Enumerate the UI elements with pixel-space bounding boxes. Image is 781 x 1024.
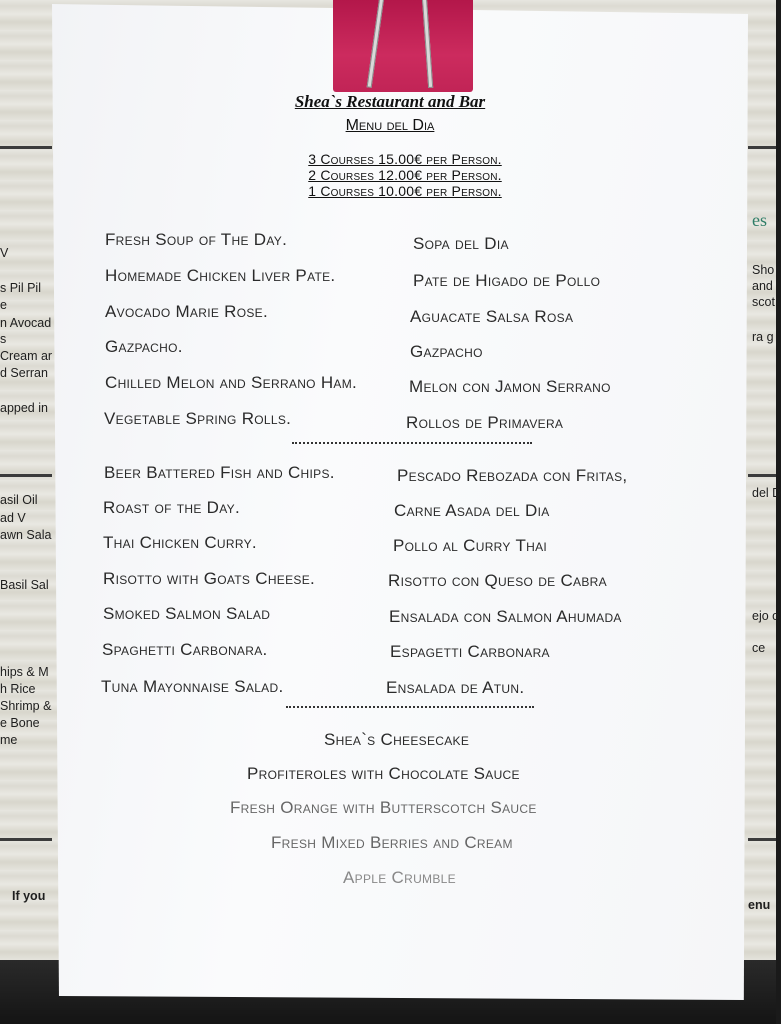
board-text: If you	[12, 889, 46, 903]
menu-heading: Menu del Dia	[345, 117, 435, 134]
main-en: Smoked Salmon Salad	[103, 604, 271, 623]
main-en: Risotto with Goats Cheese.	[103, 569, 316, 588]
dessert-item: Profiteroles with Chocolate Sauce	[247, 764, 520, 783]
starter-es: Sopa del Dia	[413, 234, 509, 253]
starter-en: Chilled Melon and Serrano Ham.	[105, 373, 358, 392]
starter-es: Melon con Jamon Serrano	[409, 377, 611, 396]
starter-es: Pate de Higado de Pollo	[413, 271, 601, 290]
main-es: Espagetti Carbonara	[390, 642, 550, 661]
divider	[748, 474, 776, 477]
divider	[0, 146, 52, 149]
board-text: Sho	[752, 263, 775, 277]
board-heading: es	[752, 210, 767, 230]
board-text: e Bone	[0, 716, 40, 730]
board-text: del D	[752, 486, 781, 500]
board-text: apped in	[0, 401, 48, 415]
section-divider	[286, 706, 534, 708]
board-text: Basil Sal	[0, 578, 49, 592]
dessert-item: Fresh Mixed Berries and Cream	[271, 833, 513, 852]
board-text: s Pil Pil	[0, 281, 41, 295]
clip-wire-right	[422, 0, 433, 88]
starter-en: Avocado Marie Rose.	[105, 302, 269, 321]
starter-en: Gazpacho.	[105, 337, 183, 356]
main-es: Pollo al Curry Thai	[393, 536, 548, 555]
main-en: Spaghetti Carbonara.	[102, 640, 268, 659]
board-text: Cream ar	[0, 349, 53, 363]
board-text: asil Oil	[0, 493, 38, 507]
restaurant-name: Shea`s Restaurant and Bar	[294, 92, 486, 111]
board-text: n Avocad	[0, 316, 52, 330]
starter-es: Gazpacho	[410, 342, 483, 361]
starter-es: Aguacate Salsa Rosa	[410, 307, 574, 326]
divider	[0, 474, 52, 477]
starter-en: Homemade Chicken Liver Pate.	[105, 266, 336, 285]
main-en: Tuna Mayonnaise Salad.	[101, 677, 284, 696]
main-en: Thai Chicken Curry.	[103, 533, 257, 552]
main-es: Ensalada con Salmon Ahumada	[389, 607, 622, 626]
board-text: d Serran	[0, 366, 48, 380]
board-text: hips & M	[0, 665, 49, 679]
divider	[748, 838, 776, 841]
board-text: enu	[748, 898, 771, 912]
board-text: s	[0, 332, 7, 346]
divider	[748, 146, 776, 149]
starter-en: Vegetable Spring Rolls.	[104, 409, 292, 428]
starter-en: Fresh Soup of The Day.	[105, 230, 288, 249]
board-text: and	[752, 279, 773, 293]
board-text: scot	[752, 295, 775, 309]
dessert-item: Shea`s Cheesecake	[324, 730, 470, 749]
main-es: Ensalada de Atun.	[386, 678, 525, 697]
board-text: V	[0, 246, 9, 260]
board-text: h Rice	[0, 682, 36, 696]
main-en: Roast of the Day.	[103, 498, 240, 517]
price-line: 2 Courses 12.00€ per Person.	[308, 167, 502, 183]
board-text: awn Sala	[0, 528, 52, 542]
board-text: ra g	[752, 330, 774, 344]
price-line: 1 Courses 10.00€ per Person.	[308, 183, 502, 199]
board-text: e	[0, 298, 7, 312]
price-line: 3 Courses 15.00€ per Person.	[308, 151, 502, 167]
section-divider	[292, 442, 532, 444]
board-text: Shrimp &	[0, 699, 52, 713]
main-es: Carne Asada del Dia	[394, 501, 550, 520]
divider	[0, 838, 52, 841]
clip-wire-left	[367, 0, 385, 88]
main-es: Pescado Rebozada con Fritas,	[397, 466, 628, 485]
board-text: ce	[752, 641, 766, 655]
starter-es: Rollos de Primavera	[406, 413, 564, 432]
dessert-item: Fresh Orange with Butterscotch Sauce	[230, 798, 537, 817]
board-text: ad V	[0, 511, 26, 525]
dessert-item: Apple Crumble	[343, 868, 456, 887]
binder-clip-icon	[333, 0, 473, 92]
board-text: ejo o	[752, 609, 780, 623]
main-en: Beer Battered Fish and Chips.	[104, 463, 335, 482]
board-text: me	[0, 733, 18, 747]
main-es: Risotto con Queso de Cabra	[388, 571, 607, 590]
